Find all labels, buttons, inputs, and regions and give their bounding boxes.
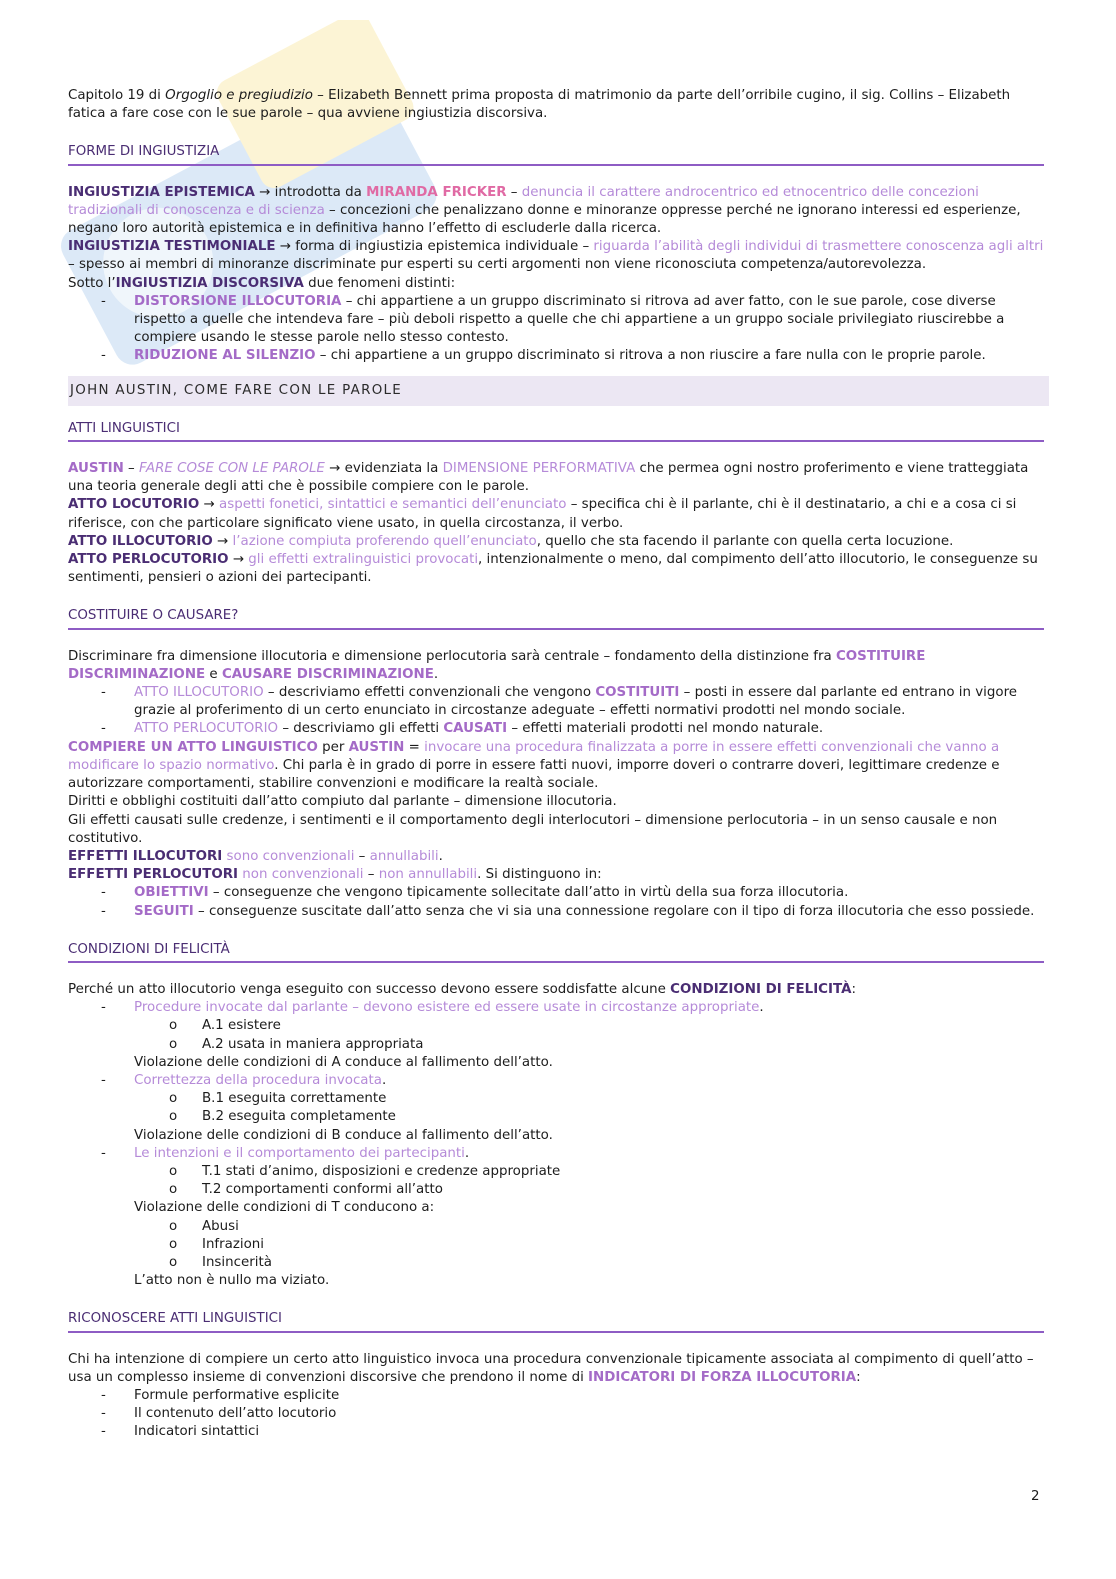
violation-note: L’atto non è nullo ma viziato. <box>134 1273 330 1289</box>
sublist <box>134 1163 1046 1199</box>
list-item: - DISTORSIONE ILLOCUTORIA – chi appartiene a un gruppo discriminato si ritrova ad aver fatto, con le sue parole, cose diverse rispetto a quelle che intendeva fare – più deboli rispetto a quelle che chi appartiene a un gruppo sociale privilegiato riuscirebbe a compiere usando le stesse parole nello stesso contesto. <box>134 293 1046 348</box>
compiere-paragraph: COMPIERE UN ATTO LINGUISTICO per AUSTIN = invocare una procedura finalizzata a porre in essere effetti convenzionali che vanno a modificare lo spazio normativo. Chi parla è in grado di porre in essere fatti nuovi, imporre doveri o contrarre doveri, legittimare credenze e autorizzare comportamenti, stabilire convenzioni e modificare la realtà sociale. <box>68 739 1000 792</box>
ingiustizia-discorsiva-paragraph: Sotto l’INGIUSTIZIA DISCORSIVA due fenomeni distinti: <box>68 275 456 291</box>
list-item: - Indicatori sintattici <box>134 1423 1046 1441</box>
list-item: - OBIETTIVI – conseguenze che vengono tipicamente sollecitate dall’atto in virtù della sua forza illocutoria. <box>134 884 1046 902</box>
condizioni-list <box>68 999 1046 1290</box>
perlocutori-list <box>68 884 1046 920</box>
costituire-list <box>68 684 1046 739</box>
condizioni-paragraph: Perché un atto illocutorio venga eseguito con successo devono essere soddisfatte alcune CONDIZIONI DI FELICITÀ: <box>68 981 856 997</box>
atto-locutorio-paragraph: ATTO LOCUTORIO → aspetti fonetici, sintattici e semantici dell’enunciato – specifica chi è il parlante, chi è il destinatario, a chi e a cosa ci si riferisce, con che particolare significato viene usato, in quella circostanza, il verbo. <box>68 497 1017 531</box>
section-heading-atti: ATTI LINGUISTICI <box>68 420 1044 442</box>
violation-note: Violazione delle condizioni di B conduce al fallimento dell’atto. <box>134 1127 553 1143</box>
atto-perlocutorio-paragraph: ATTO PERLOCUTORIO → gli effetti extralinguistici provocati, intenzionalmente o meno, dal compimento dell’atto illocutorio, le conseguenze su sentimenti, pensieri o azioni dei partecipanti. <box>68 552 1038 586</box>
sublist <box>134 1218 1046 1273</box>
violation-note: Violazione delle condizioni di T conducono a: <box>134 1200 435 1216</box>
effetti-perlocutori-paragraph: EFFETTI PERLOCUTORI non convenzionali – non annullabili. Si distinguono in: <box>68 867 602 883</box>
section-heading-costituire: COSTITUIRE O CAUSARE? <box>68 607 1044 629</box>
page-number: 2 <box>1031 1489 1040 1504</box>
section-heading-forme: FORME DI INGIUSTIZIA <box>68 143 1044 165</box>
document-page <box>68 87 1046 1442</box>
sublist-item: o Infrazioni <box>202 1236 1046 1254</box>
sublist <box>134 1090 1046 1126</box>
list-item: - Procedure invocate dal parlante – devono esistere ed essere usate in circostanze appropriate. o A.1 esistere o A.2 usata in maniera appropriata Violazione delle condizioni di A conduce al fallimento dell’atto. <box>134 999 1046 1072</box>
sublist-item: o B.1 eseguita correttamente <box>202 1090 1046 1108</box>
sublist-item: o T.2 comportamenti conformi all’atto <box>202 1181 1046 1199</box>
sublist-item: o A.1 esistere <box>202 1017 1046 1035</box>
diritti-paragraph: Diritti e obblighi costituiti dall’atto compiuto dal parlante – dimensione illocutoria. <box>68 794 617 810</box>
indicatori-list <box>68 1387 1046 1442</box>
list-item: - Correttezza della procedura invocata. o B.1 eseguita correttamente o B.2 eseguita completamente Violazione delle condizioni di B conduce al fallimento dell’atto. <box>134 1072 1046 1145</box>
list-item: - SEGUITI – conseguenze suscitate dall’atto senza che vi sia una connessione regolare con il tipo di forza illocutoria che esso possiede. <box>134 903 1046 921</box>
list-item: - Le intenzioni e il comportamento dei partecipanti. o T.1 stati d’animo, disposizioni e credenze appropriate o T.2 comportamenti conformi all’atto Violazione delle condizioni di T conducono a: o Abusi o Infrazioni o Insincerità L’atto non è nullo ma viziato. <box>134 1145 1046 1291</box>
list-item: - RIDUZIONE AL SILENZIO – chi appartiene a un gruppo discriminato si ritrova a non riuscire a fare nulla con le proprie parole. <box>134 347 1046 365</box>
austin-paragraph: AUSTIN – FARE COSE CON LE PAROLE → evidenziata la DIMENSIONE PERFORMATIVA che permea ogni nostro proferimento e viene tratteggiata una teoria generale degli atti che è possibile compiere con le parole. <box>68 461 1029 495</box>
chapter-band-title: JOHN AUSTIN, COME FARE CON LE PAROLE <box>68 376 1049 406</box>
costituire-paragraph: Discriminare fra dimensione illocutoria e dimensione perlocutoria sarà centrale – fondamento della distinzione fra COSTITUIRE DISCRIMINAZIONE e CAUSARE DISCRIMINAZIONE. <box>68 648 926 682</box>
section-heading-condizioni: CONDIZIONI DI FELICITÀ <box>68 941 1044 963</box>
sublist-item: o Insincerità <box>202 1254 1046 1272</box>
ingiustizia-testimoniale-paragraph: INGIUSTIZIA TESTIMONIALE → forma di ingiustizia epistemica individuale – riguarda l’abilità degli individui di trasmettere conoscenza agli altri – spesso ai membri di minoranze discriminate pur esperti su certi argomenti non viene riconosciuta competenza/autorevolezza. <box>68 239 1044 273</box>
intro-paragraph: Capitolo 19 di Orgoglio e pregiudizio – Elizabeth Bennett prima proposta di matrimonio da parte dell’orribile cugino, il sig. Collins – Elizabeth fatica a fare cose con le sue parole – qua avviene ingiustizia discorsiva. <box>68 88 1011 122</box>
sublist-item: o B.2 eseguita completamente <box>202 1108 1046 1126</box>
atto-illocutorio-paragraph: ATTO ILLOCUTORIO → l’azione compiuta proferendo quell’enunciato, quello che sta facendo il parlante con quella certa locuzione. <box>68 533 954 549</box>
sublist-item: o T.1 stati d’animo, disposizioni e credenze appropriate <box>202 1163 1046 1181</box>
list-item: - ATTO ILLOCUTORIO – descriviamo effetti convenzionali che vengono COSTITUITI – posti in essere dal parlante ed entrano in vigore grazie al proferimento di un certo enunciato in circostanze adeguate – effetti normativi prodotti nel mondo sociale. <box>134 684 1046 720</box>
violation-note: Violazione delle condizioni di A conduce al fallimento dell’atto. <box>134 1054 553 1070</box>
section-heading-riconoscere: RICONOSCERE ATTI LINGUISTICI <box>68 1310 1044 1332</box>
effetti-causati-paragraph: Gli effetti causati sulle credenze, i sentimenti e il comportamento degli interlocutori – dimensione perlocutoria – in un senso causale e non costitutivo. <box>68 812 998 846</box>
sublist-item: o A.2 usata in maniera appropriata <box>202 1036 1046 1054</box>
sublist-item: o Abusi <box>202 1218 1046 1236</box>
list-item: - Formule performative esplicite <box>134 1387 1046 1405</box>
effetti-illocutori-paragraph: EFFETTI ILLOCUTORI sono convenzionali – annullabili. <box>68 848 443 864</box>
discorsiva-list <box>68 293 1046 366</box>
riconoscere-paragraph: Chi ha intenzione di compiere un certo atto linguistico invoca una procedura convenzionale tipicamente associata al compimento di quell’atto – usa un complesso insieme di convenzioni discorsive che prendono il nome di INDICATORI DI FORZA ILLOCUTORIA: <box>68 1351 1034 1385</box>
list-item: - Il contenuto dell’atto locutorio <box>134 1405 1046 1423</box>
ingiustizia-epistemica-paragraph: INGIUSTIZIA EPISTEMICA → introdotta da MIRANDA FRICKER – denuncia il carattere androcentrico ed etnocentrico delle concezioni tradizionali di conoscenza e di scienza – concezioni che penalizzano donne e minoranze oppresse perché ne ignorano interessi ed esperienze, negano loro autorità epistemica e in definitiva hanno l’effetto di escluderle dalla ricerca. <box>68 184 1021 237</box>
list-item: - ATTO PERLOCUTORIO – descriviamo gli effetti CAUSATI – effetti materiali prodotti nel mondo naturale. <box>134 720 1046 738</box>
sublist <box>134 1017 1046 1053</box>
